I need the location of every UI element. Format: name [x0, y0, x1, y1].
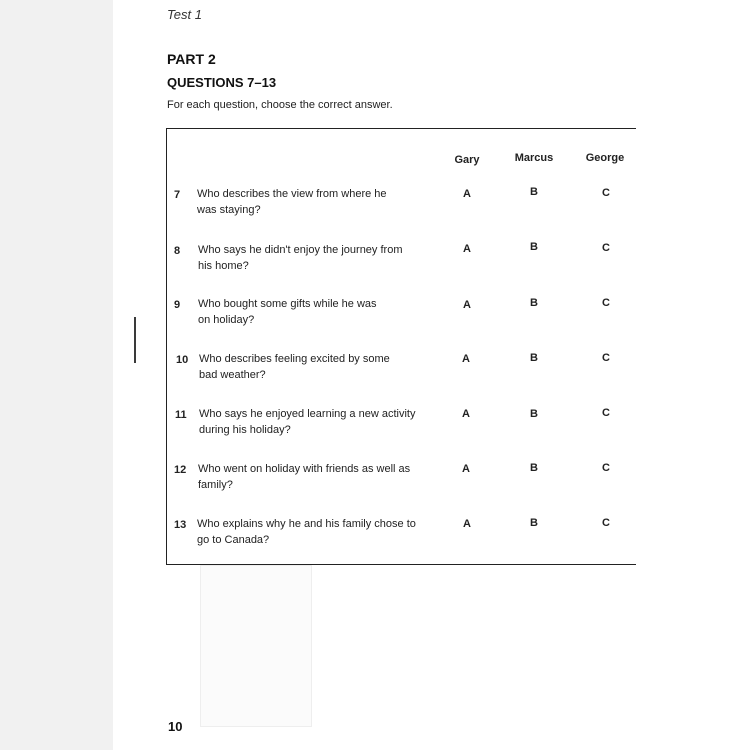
question-text: Who says he didn't enjoy the journey from his home?: [198, 244, 403, 272]
option-c[interactable]: C: [602, 352, 610, 364]
question-number: 7: [174, 189, 181, 201]
question-text: Who explains why he and his family chose to go to Canada?: [197, 518, 416, 546]
option-b[interactable]: B: [530, 462, 538, 474]
column-header-gary: Gary: [454, 154, 480, 166]
option-a[interactable]: A: [463, 299, 471, 311]
option-a[interactable]: A: [462, 353, 470, 365]
questions-heading: QUESTIONS 7–13: [167, 75, 277, 90]
option-a[interactable]: A: [462, 463, 470, 475]
option-c[interactable]: C: [602, 187, 610, 199]
question-text: Who describes feeling excited by some bad weather?: [199, 353, 390, 381]
option-c[interactable]: C: [602, 297, 610, 309]
option-b[interactable]: B: [530, 408, 538, 420]
question-number: 8: [174, 245, 181, 257]
column-header-george: George: [585, 152, 625, 164]
option-b[interactable]: B: [530, 352, 538, 364]
option-b[interactable]: B: [530, 186, 538, 198]
question-text: Who says he enjoyed learning a new activity during his holiday?: [199, 408, 416, 436]
question-number: 13: [174, 519, 187, 531]
option-b[interactable]: B: [530, 241, 538, 253]
option-c[interactable]: C: [602, 407, 610, 419]
instruction-text: For each question, choose the correct answer.: [167, 99, 393, 111]
question-text: Who describes the view from where he was staying?: [197, 188, 387, 216]
binding-mark: [134, 317, 136, 363]
question-number: 9: [174, 299, 181, 311]
option-c[interactable]: C: [602, 462, 610, 474]
part-title: PART 2: [167, 51, 216, 67]
column-header-marcus: Marcus: [514, 152, 554, 164]
page-number: 10: [168, 719, 183, 734]
option-a[interactable]: A: [463, 243, 471, 255]
running-header: Test 1: [167, 7, 202, 22]
option-a[interactable]: A: [463, 188, 471, 200]
question-number: 11: [175, 409, 187, 421]
question-number: 12: [174, 464, 187, 476]
option-c[interactable]: C: [602, 517, 610, 529]
option-b[interactable]: B: [530, 297, 538, 309]
bleed-through-shadow: [200, 565, 312, 727]
question-number: 10: [176, 354, 189, 366]
option-a[interactable]: A: [462, 408, 470, 420]
question-text: Who went on holiday with friends as well as family?: [198, 463, 411, 491]
question-text: Who bought some gifts while he was on holiday?: [198, 298, 377, 326]
option-c[interactable]: C: [602, 242, 610, 254]
option-b[interactable]: B: [530, 517, 538, 529]
left-margin: [0, 0, 113, 750]
option-a[interactable]: A: [463, 518, 471, 530]
